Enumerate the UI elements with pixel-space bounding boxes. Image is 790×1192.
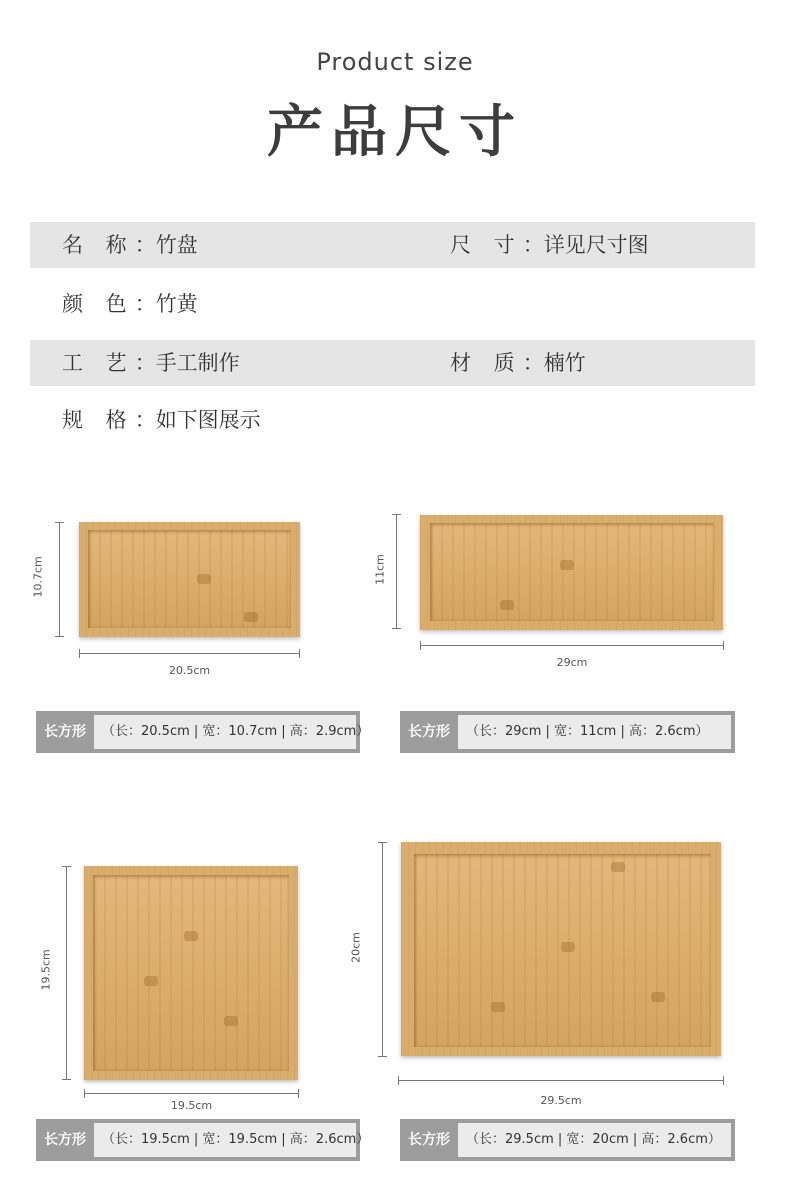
width-dimension-line-4	[398, 1080, 724, 1081]
height-label-1: 10.7cm	[31, 556, 45, 598]
width-label-1: 20.5cm	[168, 664, 211, 677]
shape-tag-2: 长方形	[408, 724, 450, 740]
title-english: Product size	[316, 48, 474, 76]
dimension-desc-1: （长：20.5cm | 宽：10.7cm | 高：2.9cm）	[94, 715, 356, 749]
width-dimension-line-1	[79, 653, 300, 654]
tray-image-4	[401, 842, 721, 1056]
dimension-desc-3: （长：19.5cm | 宽：19.5cm | 高：2.6cm）	[94, 1123, 356, 1157]
spec-spec: 规 格：如下图展示	[62, 408, 261, 432]
height-label-2: 11cm	[373, 554, 387, 585]
shape-tag-1: 长方形	[44, 724, 86, 740]
spec-name: 名 称：竹盘	[62, 233, 198, 257]
width-label-3: 19.5cm	[170, 1099, 213, 1112]
tray-image-2	[420, 515, 723, 630]
dimension-desc-4: （长：29.5cm | 宽：20cm | 高：2.6cm）	[458, 1123, 731, 1157]
height-dimension-line-3	[66, 866, 67, 1080]
spec-bar-2	[400, 711, 735, 753]
title-chinese: 产品尺寸	[267, 100, 523, 165]
width-dimension-line-3	[84, 1093, 299, 1094]
spec-bar-3	[36, 1119, 370, 1161]
spec-craft: 工 艺：手工制作	[62, 351, 240, 375]
height-label-3: 19.5cm	[39, 949, 53, 991]
height-label-4: 20cm	[349, 932, 363, 963]
shape-tag-4: 长方形	[408, 1132, 450, 1148]
spec-row-2	[30, 281, 755, 327]
width-dimension-line-2	[420, 645, 724, 646]
spec-row-3	[30, 340, 755, 386]
height-dimension-line-1	[59, 522, 60, 637]
height-dimension-line-4	[382, 842, 383, 1057]
spec-row-1	[30, 222, 755, 268]
tray-image-3	[84, 866, 298, 1080]
spec-size: 尺 寸：详见尺寸图	[450, 233, 649, 257]
dimension-desc-2: （长：29cm | 宽：11cm | 高：2.6cm）	[458, 715, 731, 749]
spec-bar-4	[400, 1119, 735, 1161]
spec-material: 材 质：楠竹	[450, 351, 586, 375]
shape-tag-3: 长方形	[44, 1132, 86, 1148]
height-dimension-line-2	[396, 514, 397, 629]
spec-color: 颜 色：竹黄	[62, 292, 198, 316]
spec-row-4	[30, 397, 755, 443]
width-label-4: 29.5cm	[540, 1094, 582, 1107]
tray-image-1	[79, 522, 300, 637]
width-label-2: 29cm	[556, 656, 588, 669]
spec-bar-1	[36, 711, 370, 753]
